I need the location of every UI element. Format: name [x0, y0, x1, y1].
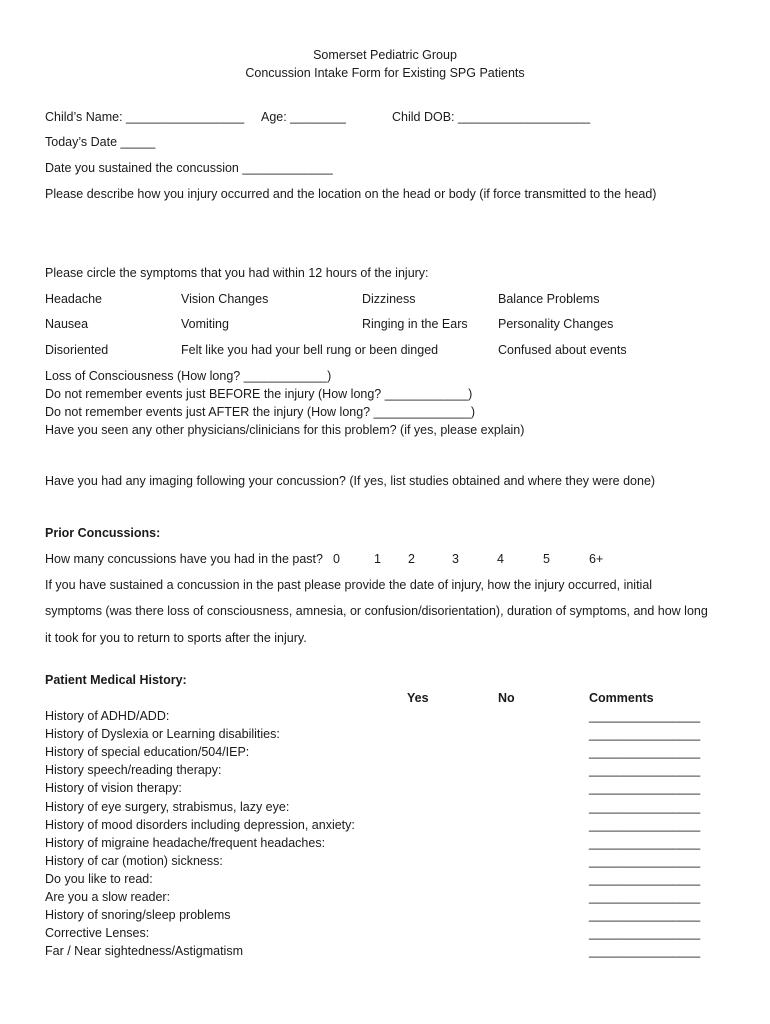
concussion-count-question: How many concussions have you had in the past? [45, 552, 323, 566]
other-physicians-prompt: Have you seen any other physicians/clinicians for this problem? (if yes, please explain) [45, 423, 525, 437]
history-item-label: Corrective Lenses: [45, 926, 150, 941]
concussion-count-option-6plus[interactable]: 6+ [589, 552, 604, 566]
symptom-personality-changes[interactable]: Personality Changes [498, 317, 614, 331]
symptom-headache[interactable]: Headache [45, 292, 102, 306]
history-comment-field[interactable]: ________________ [589, 853, 701, 868]
org-name: Somerset Pediatric Group [313, 48, 457, 62]
concussion-count-option-5[interactable]: 5 [543, 552, 550, 566]
imaging-prompt: Have you had any imaging following your concussion? (If yes, list studies obtained and where they were done) [45, 474, 656, 488]
loss-of-consciousness-field[interactable]: Loss of Consciousness (How long? ____________) [45, 369, 332, 383]
history-comment-field[interactable]: ________________ [589, 908, 701, 923]
history-comment-field[interactable]: ________________ [589, 835, 701, 850]
prior-details-line-3: it took for you to return to sports after the injury. [45, 631, 307, 645]
column-yes: Yes [407, 691, 429, 705]
history-comment-field[interactable]: ________________ [589, 709, 701, 723]
age-field[interactable]: Age: ________ [261, 110, 346, 124]
history-comment-field[interactable]: ________________ [589, 890, 701, 904]
history-item-label: Are you a slow reader: [45, 890, 171, 904]
history-item-label: History of car (motion) sickness: [45, 853, 223, 868]
history-comment-field[interactable]: ________________ [589, 817, 701, 832]
history-item-label: History of eye surgery, strabismus, lazy eye: [45, 799, 290, 814]
history-item-label: History of vision therapy: [45, 781, 182, 796]
prior-details-line-1: If you have sustained a concussion in the past please provide the date of injury, how the injury occurred, initial [45, 578, 653, 592]
symptoms-prompt: Please circle the symptoms that you had within 12 hours of the injury: [45, 266, 429, 280]
history-item-label: History of Dyslexia or Learning disabilities: [45, 727, 280, 742]
child-name-field[interactable]: Child’s Name: _________________ [45, 110, 245, 124]
symptom-bell-rung[interactable]: Felt like you had your bell rung or been dinged [181, 343, 439, 357]
amnesia-before-field[interactable]: Do not remember events just BEFORE the injury (How long? ____________) [45, 387, 473, 401]
date-sustained-field[interactable]: Date you sustained the concussion _____________ [45, 161, 333, 175]
history-item-label: History of mood disorders including depression, anxiety: [45, 817, 355, 832]
symptom-disoriented[interactable]: Disoriented [45, 343, 109, 357]
amnesia-after-field[interactable]: Do not remember events just AFTER the injury (How long? ______________) [45, 405, 476, 419]
symptom-nausea[interactable]: Nausea [45, 317, 89, 331]
symptom-balance-problems[interactable]: Balance Problems [498, 292, 600, 306]
concussion-count-option-4[interactable]: 4 [497, 552, 504, 566]
history-item-label: History of special education/504/IEP: [45, 745, 250, 760]
prior-concussions-heading: Prior Concussions: [45, 526, 161, 540]
history-comment-field[interactable]: ________________ [589, 781, 701, 796]
symptom-vision-changes[interactable]: Vision Changes [181, 292, 269, 306]
history-item-label: History of snoring/sleep problems [45, 908, 231, 923]
todays-date-field[interactable]: Today’s Date _____ [45, 135, 156, 149]
describe-injury-prompt: Please describe how you injury occurred and the location on the head or body (if force transmitted to the head) [45, 187, 657, 201]
history-item-label: History speech/reading therapy: [45, 763, 222, 778]
child-dob-field[interactable]: Child DOB: ___________________ [392, 110, 591, 124]
column-no: No [498, 691, 515, 705]
history-comment-field[interactable]: ________________ [589, 944, 701, 959]
symptom-dizziness[interactable]: Dizziness [362, 292, 416, 306]
history-comment-field[interactable]: ________________ [589, 745, 701, 760]
history-item-label: Far / Near sightedness/Astigmatism [45, 944, 243, 959]
history-item-label: History of ADHD/ADD: [45, 709, 170, 723]
history-comment-field[interactable]: ________________ [589, 799, 701, 814]
history-comment-field[interactable]: ________________ [589, 763, 701, 778]
symptom-vomiting[interactable]: Vomiting [181, 317, 229, 331]
concussion-count-option-2[interactable]: 2 [408, 552, 415, 566]
history-comment-field[interactable]: ________________ [589, 727, 701, 742]
form-title: Concussion Intake Form for Existing SPG Patients [245, 66, 525, 80]
medical-history-heading: Patient Medical History: [45, 673, 187, 687]
concussion-count-option-0[interactable]: 0 [333, 552, 340, 566]
history-item-label: Do you like to read: [45, 871, 153, 886]
history-comment-field[interactable]: ________________ [589, 926, 701, 941]
prior-details-line-2: symptoms (was there loss of consciousness, amnesia, or confusion/disorientation), duration of symptoms, and how long [45, 604, 708, 618]
column-comments: Comments [589, 691, 654, 705]
concussion-count-option-3[interactable]: 3 [452, 552, 459, 566]
history-comment-field[interactable]: ________________ [589, 871, 701, 886]
symptom-ringing-ears[interactable]: Ringing in the Ears [362, 317, 468, 331]
symptom-confused-events[interactable]: Confused about events [498, 343, 627, 357]
concussion-count-option-1[interactable]: 1 [374, 552, 381, 566]
history-item-label: History of migraine headache/frequent headaches: [45, 835, 326, 850]
